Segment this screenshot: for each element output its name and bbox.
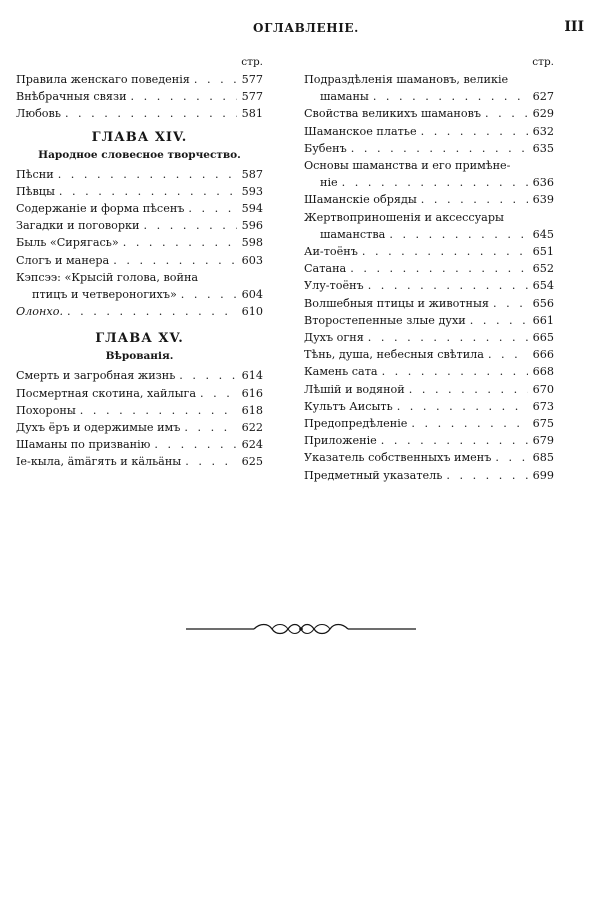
- page-column-label: стр.: [241, 56, 263, 68]
- toc-entry-title: Духъ огня: [304, 331, 364, 345]
- toc-entry: [304, 277, 554, 294]
- toc-entry-page: 604: [241, 288, 263, 302]
- toc-entry: [304, 312, 554, 329]
- leader-dots: [381, 432, 528, 449]
- toc-entry-page: 685: [532, 451, 554, 465]
- toc-entry-page: 656: [532, 296, 554, 310]
- toc-entry: [16, 105, 263, 122]
- leader-dots: [493, 295, 528, 312]
- leader-dots: [351, 140, 528, 157]
- page-column-label: стр.: [532, 56, 554, 68]
- toc-entry-title: Второстепенные злые духи: [304, 313, 466, 327]
- leader-dots: [188, 200, 237, 217]
- scroll-ornament-icon: [186, 622, 416, 636]
- toc-entry-page: 603: [241, 253, 263, 267]
- toc-entry-multiline: [304, 157, 554, 191]
- leader-dots: [154, 436, 237, 453]
- toc-entry: [304, 381, 554, 398]
- leader-dots: [200, 385, 237, 402]
- leader-dots: [411, 415, 528, 432]
- toc-entry: [16, 166, 263, 183]
- toc-entry-title: Приложеніе: [304, 434, 377, 448]
- chapter-heading: ГЛАВА XV.: [95, 331, 184, 347]
- leader-dots: [144, 217, 237, 234]
- leader-dots: [368, 277, 528, 294]
- toc-entry-title: Предметный указатель: [304, 468, 443, 482]
- toc-entry-list: [304, 243, 554, 484]
- toc-entry-title: Лѣшій и водяной: [304, 382, 405, 396]
- toc-entry-title: Iе-кыла, ämäгять и кäльäны: [16, 455, 182, 469]
- toc-entry-page: 587: [241, 167, 263, 181]
- toc-entry-title: Пѣвцы: [16, 184, 55, 198]
- toc-entry: [304, 191, 554, 208]
- toc-entry: [304, 363, 554, 380]
- toc-entry-title: Сатана: [304, 262, 347, 276]
- toc-entry-title: Бубенъ: [304, 141, 347, 155]
- toc-entry-title: Предопредѣленіе: [304, 417, 408, 431]
- toc-entry: [304, 243, 554, 260]
- toc-entry-page: 666: [532, 348, 554, 362]
- leader-dots: [184, 419, 237, 436]
- toc-entry-page: 654: [532, 279, 554, 293]
- toc-entry-title: Похороны: [16, 403, 76, 417]
- toc-entry: [16, 183, 263, 200]
- toc-entry-page: 673: [532, 399, 554, 413]
- leader-dots: [131, 88, 237, 105]
- toc-entry-title-line2: шаманы: [320, 90, 369, 104]
- toc-entry-title-line1: Основы шаманства и его примѣне-: [304, 159, 511, 173]
- toc-entry-page: 577: [241, 73, 263, 86]
- toc-entry-page: 665: [532, 331, 554, 345]
- toc-entry-title: Шаманское платье: [304, 124, 417, 138]
- chapter-heading: ГЛАВА XIV.: [91, 129, 188, 145]
- toc-entry-page: 616: [241, 386, 263, 400]
- toc-entry-page: 624: [241, 438, 263, 452]
- toc-entry-title: Посмертная скотина, хайлыга: [16, 386, 197, 400]
- toc-entry-title: Тѣнь, душа, небесныя свѣтила: [304, 348, 484, 362]
- toc-entry-page: 675: [532, 417, 554, 431]
- toc-entry: [16, 436, 263, 453]
- leader-dots: [67, 303, 237, 320]
- leader-dots: [421, 123, 528, 140]
- page-number: III: [564, 19, 584, 35]
- toc-entry-title: Содержаніе и форма пѣсенъ: [16, 202, 185, 216]
- toc-entry: [304, 260, 554, 277]
- toc-entry-page: 618: [241, 403, 263, 417]
- toc-entry-page: 670: [532, 382, 554, 396]
- leader-dots: [342, 174, 528, 191]
- toc-entry-title: Улу-тоёнъ: [304, 279, 364, 293]
- toc-entry-title-line1: Кэпсээ: «Крысій голова, война: [16, 270, 199, 284]
- toc-entry-title-line2: ніе: [320, 176, 338, 190]
- toc-entry: [304, 329, 554, 346]
- toc-entry-title: Внѣбрачныя связи: [16, 90, 127, 104]
- leader-dots: [194, 71, 237, 88]
- leader-dots: [446, 467, 528, 484]
- toc-entry-page: 679: [532, 434, 554, 448]
- leader-dots: [181, 286, 237, 303]
- toc-entry-title: Пѣсни: [16, 167, 54, 181]
- toc-entry: [16, 234, 263, 251]
- toc-entry-page: 594: [241, 202, 263, 216]
- toc-entry: [304, 449, 554, 466]
- toc-entry: [16, 385, 263, 402]
- toc-entry-page: 668: [532, 365, 554, 379]
- toc-entry: [304, 346, 554, 363]
- toc-entry-page: 614: [241, 369, 263, 383]
- leader-dots: [350, 260, 528, 277]
- toc-entry-title: Быль «Сирягась»: [16, 236, 119, 250]
- leader-dots: [382, 363, 528, 380]
- toc-entry-page: 593: [241, 184, 263, 198]
- toc-entry-page: 651: [532, 245, 554, 259]
- toc-entry-title-line2: шаманства: [320, 227, 386, 241]
- leader-dots: [397, 398, 528, 415]
- toc-entry-title: Смерть и загробная жизнь: [16, 369, 176, 383]
- toc-entry: [16, 252, 263, 269]
- toc-entry-title: Аи-тоёнъ: [304, 245, 358, 259]
- toc-entry-title: Слогъ и манера: [16, 253, 110, 267]
- toc-entry-page: 661: [532, 313, 554, 327]
- toc-entry-title: Правила женскаго поведенія: [16, 73, 190, 86]
- toc-entry-title-line1: Подраздѣленія шамановъ, великіе: [304, 73, 509, 86]
- leader-dots: [185, 453, 237, 470]
- toc-entry: [16, 402, 263, 419]
- toc-entry-title-line2: птицъ и четвероногихъ»: [32, 288, 177, 302]
- leader-dots: [373, 88, 528, 105]
- toc-entry-page: 635: [532, 141, 554, 155]
- toc-entry-title-line1: Жертвоприношенія и аксессуары: [304, 210, 504, 224]
- toc-entry-page: 581: [241, 107, 263, 121]
- toc-entry-page: 598: [241, 236, 263, 250]
- toc-entry-page: 629: [532, 107, 554, 121]
- toc-left-column: [16, 54, 263, 471]
- toc-entry: [16, 200, 263, 217]
- leader-dots: [389, 226, 528, 243]
- toc-entry: [16, 217, 263, 234]
- leader-dots: [421, 191, 528, 208]
- toc-entry-page: 632: [532, 124, 554, 138]
- leader-dots: [362, 243, 528, 260]
- toc-entry-title: Духъ ёръ и одержимые имъ: [16, 421, 181, 435]
- leader-dots: [65, 105, 237, 122]
- toc-entry: [16, 303, 263, 320]
- toc-entry-page: 625: [241, 455, 263, 469]
- chapter-subheading: Вѣрованія.: [105, 350, 174, 363]
- toc-entry: [304, 140, 554, 157]
- leader-dots: [485, 105, 528, 122]
- toc-entry-page: 627: [532, 90, 554, 104]
- leader-dots: [488, 346, 528, 363]
- toc-entry: [16, 367, 263, 384]
- toc-entry-title: Волшебныя птицы и животныя: [304, 296, 489, 310]
- leader-dots: [179, 367, 237, 384]
- toc-entry-title: Любовь: [16, 107, 61, 121]
- toc-entry: [16, 453, 263, 470]
- toc-entry-title: Культъ Аисыть: [304, 399, 393, 413]
- toc-entry-multiline: [16, 269, 263, 303]
- toc-entry: [16, 71, 263, 88]
- leader-dots: [368, 329, 528, 346]
- toc-entry: [304, 467, 554, 484]
- leader-dots: [409, 381, 528, 398]
- toc-entry-page: 596: [241, 219, 263, 233]
- toc-entry: [304, 105, 554, 122]
- toc-entry: [304, 123, 554, 140]
- toc-entry-page: 699: [532, 468, 554, 482]
- toc-entry-title: Олонхо.: [16, 305, 64, 319]
- toc-entry-title: Свойства великихъ шамановъ: [304, 107, 481, 121]
- toc-entry: [304, 295, 554, 312]
- toc-entry-title: Шаманскіе обряды: [304, 193, 417, 207]
- toc-entry: [16, 419, 263, 436]
- leader-dots: [59, 183, 237, 200]
- leader-dots: [470, 312, 528, 329]
- leader-dots: [495, 449, 528, 466]
- toc-entry-title: Загадки и поговорки: [16, 219, 140, 233]
- toc-entry-title: Шаманы по призванію: [16, 438, 151, 452]
- toc-entry-page: 622: [241, 421, 263, 435]
- toc-entry-page: 652: [532, 262, 554, 276]
- toc-right-column: [304, 54, 554, 484]
- toc-entry-page: 639: [532, 193, 554, 207]
- leader-dots: [58, 166, 237, 183]
- leader-dots: [80, 402, 237, 419]
- toc-entry: [304, 415, 554, 432]
- toc-entry-page: 610: [241, 305, 263, 319]
- running-title: ОГЛАВЛЕНІЕ.: [253, 21, 359, 35]
- toc-entry: [304, 432, 554, 449]
- toc-entry-page: 636: [532, 176, 554, 190]
- toc-entry-title: Камень сата: [304, 365, 378, 379]
- leader-dots: [113, 252, 237, 269]
- toc-entry: [16, 88, 263, 105]
- toc-entry-multiline: [304, 71, 554, 105]
- toc-entry-page: 577: [241, 90, 263, 104]
- toc-entry-page: 645: [532, 227, 554, 241]
- chapter-subheading: Народное словесное творчество.: [38, 148, 241, 161]
- toc-entry: [304, 398, 554, 415]
- leader-dots: [123, 234, 237, 251]
- toc-entry-title: Указатель собственныхъ именъ: [304, 451, 492, 465]
- toc-entry-multiline: [304, 209, 554, 243]
